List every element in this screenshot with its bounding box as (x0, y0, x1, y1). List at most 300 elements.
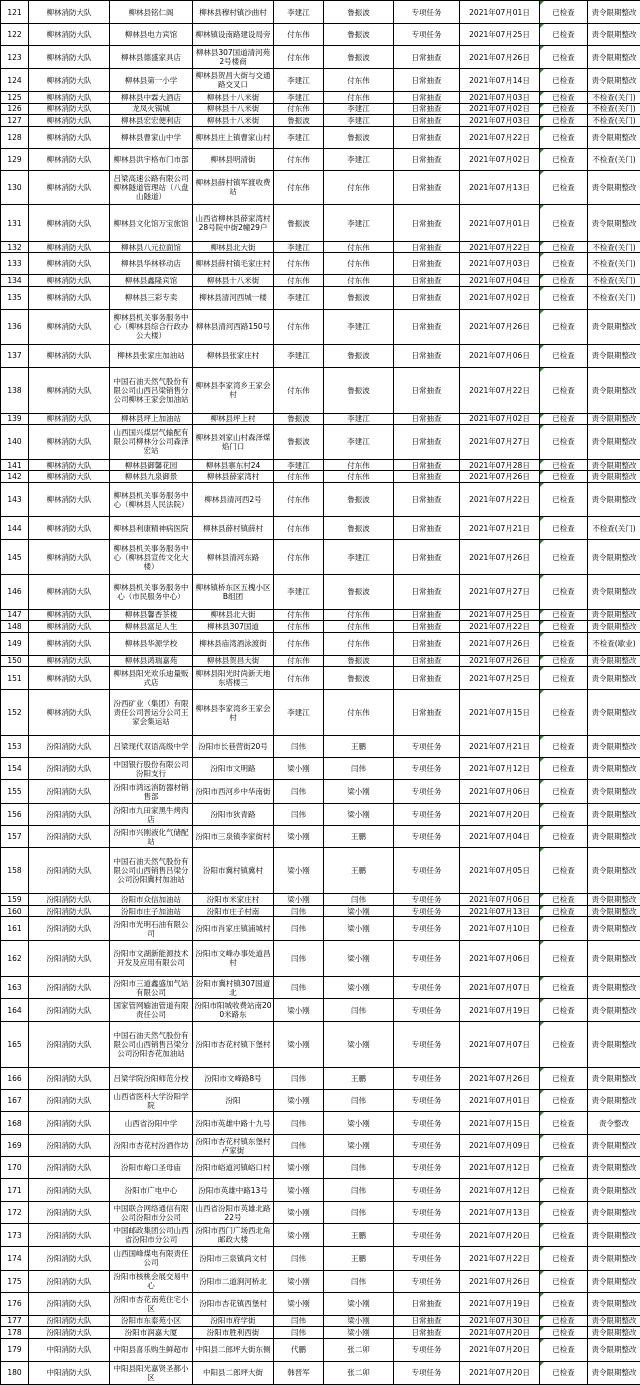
table-row (1, 1270, 640, 1292)
cell-inspector-a: 闫伟 (274, 977, 324, 999)
cell-inspector-a: 梁小刚 (274, 1270, 324, 1292)
cell-inspector-b: 鲁振波 (324, 24, 394, 46)
cell-address: 柳林县清河西城一楼 (193, 286, 274, 309)
table-row (1, 241, 640, 253)
cell-result: 责令限期整改 (588, 917, 640, 940)
cell-brigade: 柳林消防大队 (29, 413, 110, 425)
cell-no: 143 (1, 482, 29, 517)
cell-date: 2021年07月06日 (460, 940, 540, 977)
cell-no: 167 (1, 1090, 29, 1112)
cell-unit: 柳林县鸿瑞嘉苑 (110, 655, 193, 667)
cell-status: 已检查 (540, 1135, 588, 1157)
cell-address: 山西省汾阳市英雄北路22号 (193, 1202, 274, 1224)
cell-no: 146 (1, 574, 29, 609)
cell-brigade: 汾阳消防大队 (29, 1022, 110, 1068)
cell-unit: 柳林县德盛家具店 (110, 46, 193, 69)
cell-result: 责令限期整改 (588, 126, 640, 148)
cell-unit: 柳林县机关事务服务中心（市民服务中心） (110, 574, 193, 609)
cell-inspector-b: 梁小刚 (324, 780, 394, 804)
cell-result: 不检查(关门) (588, 115, 640, 127)
cell-no: 121 (1, 1, 29, 24)
cell-inspector-b: 李建江 (324, 540, 394, 575)
cell-status: 已检查 (540, 205, 588, 242)
cell-inspector-b: 鲁振波 (324, 344, 394, 367)
cell-inspector-a: 代鹏 (274, 1338, 324, 1361)
cell-status: 已检查 (540, 1, 588, 24)
cell-status: 已检查 (540, 413, 588, 425)
cell-address: 汾阳市长巷营街20号 (193, 736, 274, 758)
cell-inspector-a: 付东伟 (274, 367, 324, 413)
cell-brigade: 柳林消防大队 (29, 69, 110, 92)
table-row (1, 736, 640, 758)
cell-task-type: 专项任务 (394, 24, 460, 46)
cell-task-type: 专项任务 (394, 804, 460, 826)
table-row (1, 286, 640, 309)
cell-no: 127 (1, 115, 29, 127)
table-row (1, 367, 640, 413)
cell-status: 已检查 (540, 621, 588, 633)
cell-no: 172 (1, 1202, 29, 1224)
cell-result: 责令限期整改 (588, 894, 640, 906)
cell-unit: 汾阳市九田家黑牛烤肉店 (110, 804, 193, 826)
table-row (1, 999, 640, 1022)
cell-inspector-a: 鲁振波 (274, 205, 324, 242)
cell-inspector-a: 闫伟 (274, 917, 324, 940)
cell-brigade: 柳林消防大队 (29, 690, 110, 736)
cell-address: 柳林县薛村镇毛家庄村 (193, 253, 274, 275)
cell-status: 已检查 (540, 1224, 588, 1247)
cell-address: 柳林县清河西2号 (193, 482, 274, 517)
cell-unit: 汾阳市文湖新能源技术开发及应用有限公司 (110, 940, 193, 977)
cell-result: 责令限期整改 (588, 425, 640, 460)
cell-result: 责令限期整改 (588, 1247, 640, 1270)
table-row (1, 574, 640, 609)
cell-inspector-b: 付东伟 (324, 471, 394, 483)
cell-address: 汾阳市二道涧河桥北 (193, 1270, 274, 1292)
table-row (1, 1327, 640, 1339)
cell-status: 已检查 (540, 1179, 588, 1202)
cell-no: 178 (1, 1327, 29, 1339)
cell-date: 2021年07月26日 (460, 655, 540, 667)
cell-inspector-b: 鲁振波 (324, 667, 394, 690)
cell-result: 责令限期整改 (588, 1327, 640, 1339)
cell-inspector-a: 李建江 (274, 69, 324, 92)
cell-inspector-b: 梁小刚 (324, 1112, 394, 1135)
cell-result: 责令整改 (588, 1112, 640, 1135)
cell-unit: 中国邮政集团公司山西省汾阳市分公司 (110, 1224, 193, 1247)
cell-brigade: 汾阳消防大队 (29, 780, 110, 804)
cell-inspector-a: 梁小刚 (274, 1090, 324, 1112)
cell-brigade: 柳林消防大队 (29, 632, 110, 655)
cell-result: 责令限期整改 (588, 459, 640, 471)
cell-status: 已检查 (540, 1292, 588, 1315)
cell-task-type: 日常抽查 (394, 471, 460, 483)
cell-inspector-a: 付东伟 (274, 309, 324, 344)
cell-inspector-b: 付东伟 (324, 170, 394, 205)
cell-status: 已检查 (540, 804, 588, 826)
cell-inspector-a: 梁小刚 (274, 826, 324, 848)
table-row (1, 894, 640, 906)
cell-status: 已检查 (540, 632, 588, 655)
cell-inspector-b: 付东伟 (324, 609, 394, 621)
cell-no: 145 (1, 540, 29, 575)
cell-address: 汾阳市西门广场西北角邮政大楼 (193, 1224, 274, 1247)
cell-status: 已检查 (540, 1022, 588, 1068)
cell-inspector-a: 李建江 (274, 1, 324, 24)
cell-brigade: 中阳消防大队 (29, 1338, 110, 1361)
cell-brigade: 汾阳消防大队 (29, 1224, 110, 1247)
table-row (1, 115, 640, 127)
cell-unit: 柳林县利康精神病医院 (110, 517, 193, 540)
cell-brigade: 柳林消防大队 (29, 205, 110, 242)
cell-status: 已检查 (540, 309, 588, 344)
cell-status: 已检查 (540, 275, 588, 287)
cell-date: 2021年07月27日 (460, 574, 540, 609)
cell-no: 134 (1, 275, 29, 287)
cell-status: 已检查 (540, 1157, 588, 1179)
table-row (1, 1338, 640, 1361)
cell-inspector-a: 梁小刚 (274, 999, 324, 1022)
cell-no: 173 (1, 1224, 29, 1247)
cell-unit: 汾阳市核桃会展交易中心 (110, 1270, 193, 1292)
cell-date: 2021年07月25日 (460, 667, 540, 690)
cell-date: 2021年07月02日 (460, 286, 540, 309)
cell-result: 责令限期整改 (588, 1361, 640, 1384)
table-row (1, 1157, 640, 1179)
cell-date: 2021年07月12日 (460, 1179, 540, 1202)
cell-inspector-b: 李建江 (324, 115, 394, 127)
cell-date: 2021年07月22日 (460, 126, 540, 148)
cell-brigade: 柳林消防大队 (29, 517, 110, 540)
cell-brigade: 柳林消防大队 (29, 471, 110, 483)
cell-result: 责令限期整改 (588, 826, 640, 848)
cell-task-type: 日常抽查 (394, 46, 460, 69)
cell-inspector-a: 付东伟 (274, 24, 324, 46)
cell-brigade: 柳林消防大队 (29, 459, 110, 471)
cell-date: 2021年07月01日 (460, 205, 540, 242)
cell-task-type: 专项任务 (394, 1090, 460, 1112)
table-row (1, 24, 640, 46)
cell-date: 2021年07月07日 (460, 1022, 540, 1068)
cell-date: 2021年07月22日 (460, 367, 540, 413)
cell-result: 责令限期整改 (588, 1022, 640, 1068)
cell-no: 158 (1, 848, 29, 894)
cell-result: 责令限期整改 (588, 471, 640, 483)
cell-unit: 中阳县喜乐购生鲜超市 (110, 1338, 193, 1361)
cell-status: 已检查 (540, 1068, 588, 1090)
cell-inspector-a: 梁小刚 (274, 1224, 324, 1247)
cell-result: 责令限期整改 (588, 1090, 640, 1112)
cell-unit: 山西省汾阳中学 (110, 1112, 193, 1135)
cell-task-type: 专项任务 (394, 999, 460, 1022)
cell-status: 已检查 (540, 344, 588, 367)
cell-result: 责令限期整改 (588, 977, 640, 999)
table-row (1, 1068, 640, 1090)
cell-no: 179 (1, 1338, 29, 1361)
cell-address: 汾阳市杏花镇西堡村 (193, 1292, 274, 1315)
cell-unit: 柳林县曹家山中学 (110, 126, 193, 148)
cell-result: 责令限期整改 (588, 1202, 640, 1224)
cell-inspector-b: 闫伟 (324, 1157, 394, 1179)
cell-status: 已检查 (540, 517, 588, 540)
cell-status: 已检查 (540, 1112, 588, 1135)
cell-inspector-a: 闫伟 (274, 1112, 324, 1135)
cell-task-type: 日常抽查 (394, 115, 460, 127)
cell-status: 已检查 (540, 826, 588, 848)
cell-task-type: 日常抽查 (394, 205, 460, 242)
cell-brigade: 柳林消防大队 (29, 126, 110, 148)
cell-result: 责令限期整改 (588, 46, 640, 69)
cell-brigade: 柳林消防大队 (29, 103, 110, 115)
cell-inspector-b: 鲁振波 (324, 126, 394, 148)
cell-date: 2021年07月06日 (460, 780, 540, 804)
cell-date: 2021年07月12日 (460, 1157, 540, 1179)
cell-date: 2021年07月26日 (460, 540, 540, 575)
cell-task-type: 专项任务 (394, 1361, 460, 1384)
table-row (1, 655, 640, 667)
cell-inspector-a: 闫伟 (274, 1327, 324, 1339)
cell-status: 已检查 (540, 69, 588, 92)
cell-unit: 中国石油天然气股份有限公司山西销售吕梁分公司汾阳冀村加油站 (110, 848, 193, 894)
cell-no: 122 (1, 24, 29, 46)
cell-address: 柳林县贺昌大街与交通路交叉口 (193, 69, 274, 92)
cell-status: 已检查 (540, 286, 588, 309)
cell-status: 已检查 (540, 24, 588, 46)
cell-inspector-a: 鲁振波 (274, 115, 324, 127)
cell-inspector-b: 付东伟 (324, 275, 394, 287)
cell-unit: 柳林县机关事务服务中心（柳林县综合行政办公大楼） (110, 309, 193, 344)
cell-no: 141 (1, 459, 29, 471)
cell-no: 161 (1, 917, 29, 940)
cell-address: 汾阳市峪道河镇峪口村 (193, 1157, 274, 1179)
cell-no: 148 (1, 621, 29, 633)
cell-unit: 中国石油天然气股份有限公司山西吕梁销售分公司柳林王家会加油站 (110, 367, 193, 413)
cell-brigade: 柳林消防大队 (29, 253, 110, 275)
cell-task-type: 日常抽查 (394, 69, 460, 92)
table-row (1, 1090, 640, 1112)
cell-no: 137 (1, 344, 29, 367)
cell-inspector-a: 闫伟 (274, 780, 324, 804)
cell-address: 柳林县张家庄村 (193, 344, 274, 367)
cell-date: 2021年07月20日 (460, 1327, 540, 1339)
cell-task-type: 专项任务 (394, 1270, 460, 1292)
cell-unit: 山西国峰煤电有限责任公司 (110, 1247, 193, 1270)
cell-inspector-a: 李建江 (274, 344, 324, 367)
cell-address: 山西省柳林县薛家湾村28号院中街2幢29户 (193, 205, 274, 242)
table-row (1, 482, 640, 517)
cell-inspector-b: 付东伟 (324, 241, 394, 253)
cell-brigade: 柳林消防大队 (29, 482, 110, 517)
cell-status: 已检查 (540, 1247, 588, 1270)
cell-inspector-a: 梁小刚 (274, 894, 324, 906)
cell-inspector-b: 鲁振波 (324, 574, 394, 609)
cell-no: 156 (1, 804, 29, 826)
cell-task-type: 日常抽查 (394, 92, 460, 104)
cell-no: 162 (1, 940, 29, 977)
cell-brigade: 汾阳消防大队 (29, 1135, 110, 1157)
cell-unit: 柳林县张家庄加油站 (110, 344, 193, 367)
cell-brigade: 汾阳消防大队 (29, 826, 110, 848)
cell-status: 已检查 (540, 999, 588, 1022)
cell-status: 已检查 (540, 46, 588, 69)
cell-inspector-a: 闫伟 (274, 736, 324, 758)
cell-task-type: 专项任务 (394, 1224, 460, 1247)
cell-inspector-b: 李建江 (324, 205, 394, 242)
cell-date: 2021年07月27日 (460, 425, 540, 460)
cell-no: 132 (1, 241, 29, 253)
cell-date: 2021年07月01日 (460, 1, 540, 24)
cell-result: 不检查(关门) (588, 92, 640, 104)
cell-result: 不检查(关门) (588, 253, 640, 275)
cell-inspector-a: 付东伟 (274, 46, 324, 69)
cell-result: 责令限期整改 (588, 780, 640, 804)
cell-task-type: 日常抽查 (394, 1292, 460, 1315)
cell-date: 2021年07月26日 (460, 1270, 540, 1292)
cell-task-type: 专项任务 (394, 1202, 460, 1224)
cell-task-type: 专项任务 (394, 1338, 460, 1361)
cell-inspector-b: 闫伟 (324, 999, 394, 1022)
cell-address: 柳林县李家湾乡王家会村 (193, 690, 274, 736)
cell-unit: 汾阳市三道鑫盛加气站有限公司 (110, 977, 193, 999)
cell-inspector-b: 李建江 (324, 103, 394, 115)
table-row (1, 1361, 640, 1384)
table-row (1, 804, 640, 826)
cell-address: 柳林县清河西路150号 (193, 309, 274, 344)
cell-date: 2021年07月13日 (460, 905, 540, 917)
cell-address: 柳林县贺昌大街 (193, 655, 274, 667)
cell-address: 汾阳市米家庄村 (193, 894, 274, 906)
cell-inspector-b: 鲁振波 (324, 482, 394, 517)
cell-no: 133 (1, 253, 29, 275)
cell-date: 2021年07月15日 (460, 690, 540, 736)
cell-address: 柳林县薛家湾村 (193, 471, 274, 483)
cell-no: 139 (1, 413, 29, 425)
cell-inspector-a: 闫伟 (274, 1068, 324, 1090)
cell-no: 131 (1, 205, 29, 242)
cell-address: 柳林县庄上镇曹家山村 (193, 126, 274, 148)
cell-task-type: 日常抽查 (394, 609, 460, 621)
cell-status: 已检查 (540, 977, 588, 999)
cell-status: 已检查 (540, 1361, 588, 1384)
cell-no: 164 (1, 999, 29, 1022)
cell-date: 2021年07月20日 (460, 1224, 540, 1247)
cell-inspector-a: 李建江 (274, 92, 324, 104)
cell-inspector-b: 梁小刚 (324, 1315, 394, 1327)
cell-date: 2021年07月07日 (460, 977, 540, 999)
cell-task-type: 专项任务 (394, 780, 460, 804)
cell-status: 已检查 (540, 1327, 588, 1339)
cell-brigade: 柳林消防大队 (29, 309, 110, 344)
table-row (1, 1202, 640, 1224)
cell-date: 2021年07月21日 (460, 736, 540, 758)
cell-inspector-a: 付东伟 (274, 632, 324, 655)
cell-result: 责令限期整改 (588, 1179, 640, 1202)
cell-task-type: 日常抽查 (394, 170, 460, 205)
cell-status: 已检查 (540, 471, 588, 483)
cell-unit: 汾阳市东泰苑小区 (110, 1315, 193, 1327)
cell-address: 汾阳市府学街 (193, 1315, 274, 1327)
cell-no: 176 (1, 1292, 29, 1315)
cell-address: 柳林县李家湾乡王家会村 (193, 367, 274, 413)
cell-no: 142 (1, 471, 29, 483)
cell-inspector-a: 闫伟 (274, 1315, 324, 1327)
cell-no: 144 (1, 517, 29, 540)
cell-task-type: 日常抽查 (394, 253, 460, 275)
cell-unit: 山西国兴煤层气输配有限公司柳林分公司森泽宏站 (110, 425, 193, 460)
cell-inspector-b: 鲁振波 (324, 46, 394, 69)
table-row (1, 690, 640, 736)
cell-inspector-b: 鲁振波 (324, 517, 394, 540)
table-row (1, 1292, 640, 1315)
table-row (1, 848, 640, 894)
cell-brigade: 柳林消防大队 (29, 24, 110, 46)
cell-no: 140 (1, 425, 29, 460)
cell-result: 责令限期整改 (588, 413, 640, 425)
cell-status: 已检查 (540, 459, 588, 471)
cell-no: 123 (1, 46, 29, 69)
cell-inspector-a: 李建江 (274, 459, 324, 471)
cell-inspector-b: 王鹏 (324, 1247, 394, 1270)
table-row (1, 780, 640, 804)
cell-inspector-a: 梁小刚 (274, 848, 324, 894)
cell-address: 柳林县十八米街 (193, 103, 274, 115)
cell-status: 已检查 (540, 780, 588, 804)
cell-address: 柳林县刘家山村森泽煤焰门口 (193, 425, 274, 460)
cell-inspector-b: 付东伟 (324, 459, 394, 471)
cell-no: 169 (1, 1135, 29, 1157)
cell-unit: 柳林县宏宏便利店 (110, 115, 193, 127)
cell-task-type: 日常抽查 (394, 309, 460, 344)
table-row (1, 69, 640, 92)
cell-address: 柳林县清河东路 (193, 540, 274, 575)
cell-unit: 汾阳市润嘉大厦 (110, 1327, 193, 1339)
cell-inspector-b: 闫伟 (324, 1090, 394, 1112)
cell-address: 柳林县十八米街 (193, 92, 274, 104)
cell-inspector-a: 梁小刚 (274, 758, 324, 780)
cell-status: 已检查 (540, 1090, 588, 1112)
cell-unit: 柳林县机关事务服务中心（柳林县人民法院） (110, 482, 193, 517)
cell-brigade: 汾阳消防大队 (29, 1270, 110, 1292)
cell-result: 责令限期整改 (588, 170, 640, 205)
cell-unit: 柳林县鑫隆宾馆 (110, 275, 193, 287)
table-row (1, 1224, 640, 1247)
cell-inspector-b: 付东伟 (324, 253, 394, 275)
cell-address: 汾阳市文明路 (193, 758, 274, 780)
cell-result: 责令限期整改 (588, 1157, 640, 1179)
cell-result: 不检查(关门) (588, 103, 640, 115)
cell-brigade: 柳林消防大队 (29, 286, 110, 309)
cell-task-type: 专项任务 (394, 1, 460, 24)
cell-task-type: 日常抽查 (394, 655, 460, 667)
cell-unit: 汾阳市杏花南苑住宅小区 (110, 1292, 193, 1315)
cell-inspector-b: 梁小刚 (324, 940, 394, 977)
cell-status: 已检查 (540, 253, 588, 275)
cell-date: 2021年07月02日 (460, 148, 540, 170)
cell-task-type: 日常抽查 (394, 367, 460, 413)
cell-date: 2021年07月10日 (460, 917, 540, 940)
cell-unit: 中国银行股份有限公司汾阳支行 (110, 758, 193, 780)
cell-result: 责令限期整改 (588, 905, 640, 917)
cell-task-type: 专项任务 (394, 905, 460, 917)
cell-result: 责令限期整改 (588, 1292, 640, 1315)
cell-inspector-a: 梁小刚 (274, 1202, 324, 1224)
cell-inspector-a: 付东伟 (274, 471, 324, 483)
cell-result: 责令限期整改 (588, 1, 640, 24)
cell-no: 150 (1, 655, 29, 667)
cell-address: 中阳县二郎坪大街东侧 (193, 1338, 274, 1361)
cell-result: 责令限期整改 (588, 940, 640, 977)
cell-result: 不检查(关门) (588, 148, 640, 170)
